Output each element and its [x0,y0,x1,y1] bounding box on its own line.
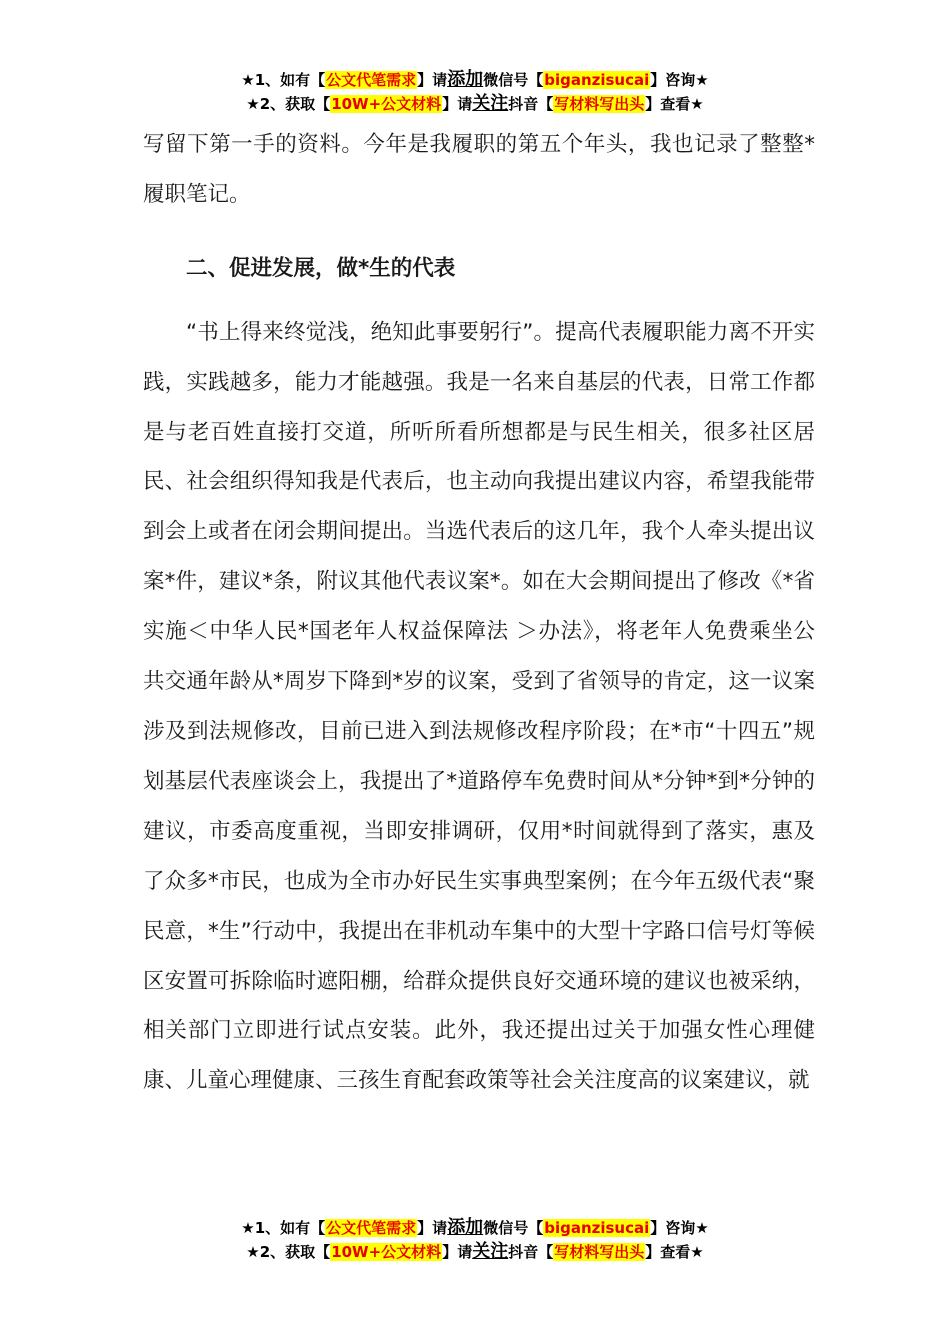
banner-emphasis: 添加 [447,1217,484,1238]
banner-highlight: biganzisucai [544,71,650,89]
paragraph: “书上得来终觉浅，绝知此事要躬行”。提高代表履职能力离不开实践，实践越多，能力才能越强。我是一名来自基层的代表，日常工作都是与老百姓直接打交道，所听所看所想都是与民生相关，很多社区居民、社会组织得知我是代表后，也主动向我提出建议内容，希望我能带到会上或者在闭会期间提出。当选代表后的这几年，我个人牵头提出议案*件，建议*条，附议其他代表议案*。如在大会期间提出了修改《*省实施＜中华人民*国老年人权益保障法 ＞办法》，将老年人免费乘坐公共交通年龄从*周岁下降到*岁的议案，受到了省领导的肯定，这一议案涉及到法规修改，目前已进入到法规修改程序阶段；在*市“十四五”规划基层代表座谈会上，我提出了*道路停车免费时间从*分钟*到*分钟的建议，市委高度重视，当即安排调研，仅用*时间就得到了落实，惠及了众多*市民，也成为全市办好民生实事典型案例；在今年五级代表“聚民意，*生”行动中，我提出在非机动车集中的大型十字路口信号灯等候区安置可拆除临时遮阳棚，给群众提供良好交通环境的建议也被采纳，相关部门立即进行试点安装。此外，我还提出过关于加强女性心理健康、儿童心理健康、三孩生育配套政策等社会关注度高的议案建议，就 [143,319,815,1094]
banner-text: ★1、如有【 [241,1219,326,1237]
banner-text: 】请 [417,1219,448,1237]
banner-highlight: 10W+公文材料 [331,95,442,113]
section-heading: 二、促进发展，做*生的代表 [186,255,456,281]
banner-text: 微信号【 [483,71,544,89]
banner-text: 】查看★ [645,1243,704,1261]
banner-text: 微信号【 [483,1219,544,1237]
banner-highlight: 写材料写出头 [554,95,645,113]
banner-highlight: 10W+公文材料 [331,1243,442,1261]
header-banner [0,68,950,116]
banner-highlight: 公文代笔需求 [326,1219,417,1237]
banner-text: 抖音【 [508,1243,554,1261]
banner-highlight: 公文代笔需求 [326,71,417,89]
document-body [143,120,815,1106]
banner-line-2 [0,1240,950,1264]
banner-highlight: 写材料写出头 [554,1243,645,1261]
banner-text: ★2、获取【 [246,95,331,113]
banner-line-1 [0,1216,950,1240]
footer-banner [0,1216,950,1264]
banner-text: 】查看★ [645,95,704,113]
banner-text: 】请 [417,71,448,89]
banner-line-1 [0,68,950,92]
banner-text: ★1、如有【 [241,71,326,89]
banner-emphasis: 关注 [472,1241,509,1262]
banner-text: 】咨询★ [650,1219,709,1237]
banner-line-2 [0,92,950,116]
banner-emphasis: 关注 [472,93,509,114]
banner-text: 】请 [442,1243,473,1261]
banner-text: ★2、获取【 [246,1243,331,1261]
banner-highlight: biganzisucai [544,1219,650,1237]
banner-text: 】咨询★ [650,71,709,89]
banner-text: 抖音【 [508,95,554,113]
banner-emphasis: 添加 [447,69,484,90]
paragraph: 写留下第一手的资料。今年是我履职的第五个年头，我也记录了整整*履职笔记。 [143,132,815,207]
banner-text: 】请 [442,95,473,113]
